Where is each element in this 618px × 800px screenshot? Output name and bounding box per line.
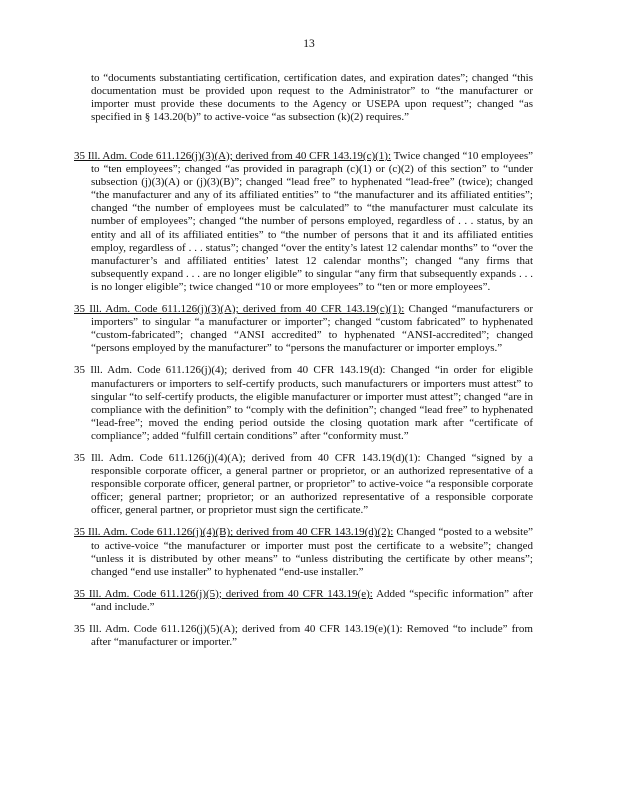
entry-3-text: 35 Ill. Adm. Code 611.126(j)(4); derived from 40 CFR 143.19(d): Changed “in order for eligible manufacturers or importers to self-certify products, such manufacturers or importers must attest” to singular “to self-certify products, the eligible manufacturer or importer must attest”; changed “are in compliance with the definition” to “comply with the definition”; changed “lead free” to hyphenated “lead-free”; moved the ending period outside the closing quotation mark after “certificate of compliance”; added “fulfill certain conditions” after “conformity must.” [74,364,533,442]
entry-5-text: Changed “posted to a website” to active-voice “the manufacturer or importer must post the certificate to a website”; changed “unless it is distributed by other means” to “unless distributing the certificate by other means”; changed “end use installer” to hyphenated “end-use installer.” [91,526,533,578]
entry-5 [74,526,533,578]
entry-6-citation: 35 Ill. Adm. Code 611.126(j)(5); derived from 40 CFR 143.19(e): [74,587,373,600]
entry-1 [74,150,533,294]
entry-4 [74,452,533,517]
entry-2 [74,303,533,355]
entry-5-citation: 35 Ill. Adm. Code 611.126(j)(4)(B); derived from 40 CFR 143.19(d)(2): [74,526,394,539]
entry-7-text: 35 Ill. Adm. Code 611.126(j)(5)(A); derived from 40 CFR 143.19(e)(1): Removed “to include” from after “manufacturer or importer.” [74,623,533,649]
lead-paragraph: to “documents substantiating certification, certification dates, and expiration dates”; changed “this documentation must be provided upon request to the Administrator” to “the manufacturer or importer must provide these documents to the Agency or USEPA upon request”; changed “as specified in § 143.20(b)” to active-voice “as subsection (k)(2) requires.” [91,72,533,124]
entry-3 [74,364,533,443]
entry-1-citation: 35 Ill. Adm. Code 611.126(j)(3)(A); derived from 40 CFR 143.19(c)(1): [74,150,392,162]
entry-2-text: Changed “manufacturers or importers” to singular “a manufacturer or importer”; changed “custom fabricated” to hyphenated “custom-fabricated”; changed “ANSI accredited” to hyphenated “ANSI-accredited”; changed “persons employed by the manufacturer” to “persons the manufacturer or importer employs.” [91,303,534,355]
entry-1-text: Twice changed “10 employees” to “ten employees”; changed “as provided in paragraph (c)(1) or (c)(2) of this section” to “under subsection (j)(3)(A) or (j)(3)(B)”; changed “lead free” to hyphenated “lead-free” (twice); changed “the manufacturer and any of its affiliated entities” to “the manufacturer and its affiliated entities”; changed “the number of employees must be calculated” to “the manufacturer must calculate its number of employees”; changed “the number of persons employed, regardless of . . . status, by an entity and all of its affiliated entities” to “the number of persons that it and its affiliated entities employ, regardless of . . . status”; changed “over the entity’s latest 12 calendar months” to “over the manufacturer’s and affiliated entities’ latest 12 calendar months”; changed “any firms that subsequently expand . . . are no longer eligible” to singular “any firm that subsequently expands . . . is no longer eligible”; twice changed “10 or more employees” to “ten or more employees”. [91,150,534,293]
entry-4-text: 35 Ill. Adm. Code 611.126(j)(4)(A); derived from 40 CFR 143.19(d)(1): Changed “signed by a responsible corporate officer, a general partner or proprietor, or an authorized representative of a responsible corporate officer, general partner, or proprietor” to active-voice “a responsible corporate officer; general partner; proprietor; or an authorized representative of a responsible corporate officer, general partner, or proprietor must sign the certificate.” [74,451,533,517]
entry-2-citation: 35 Ill. Adm. Code 611.126(j)(3)(A); derived from 40 CFR 143.19(c)(1): [74,303,405,316]
entry-7 [74,623,533,649]
entries-list [74,150,533,649]
entry-6 [74,588,533,614]
entry-6-text: Added “specific information” after “and include.” [91,587,533,613]
page-number: 13 [303,38,315,50]
